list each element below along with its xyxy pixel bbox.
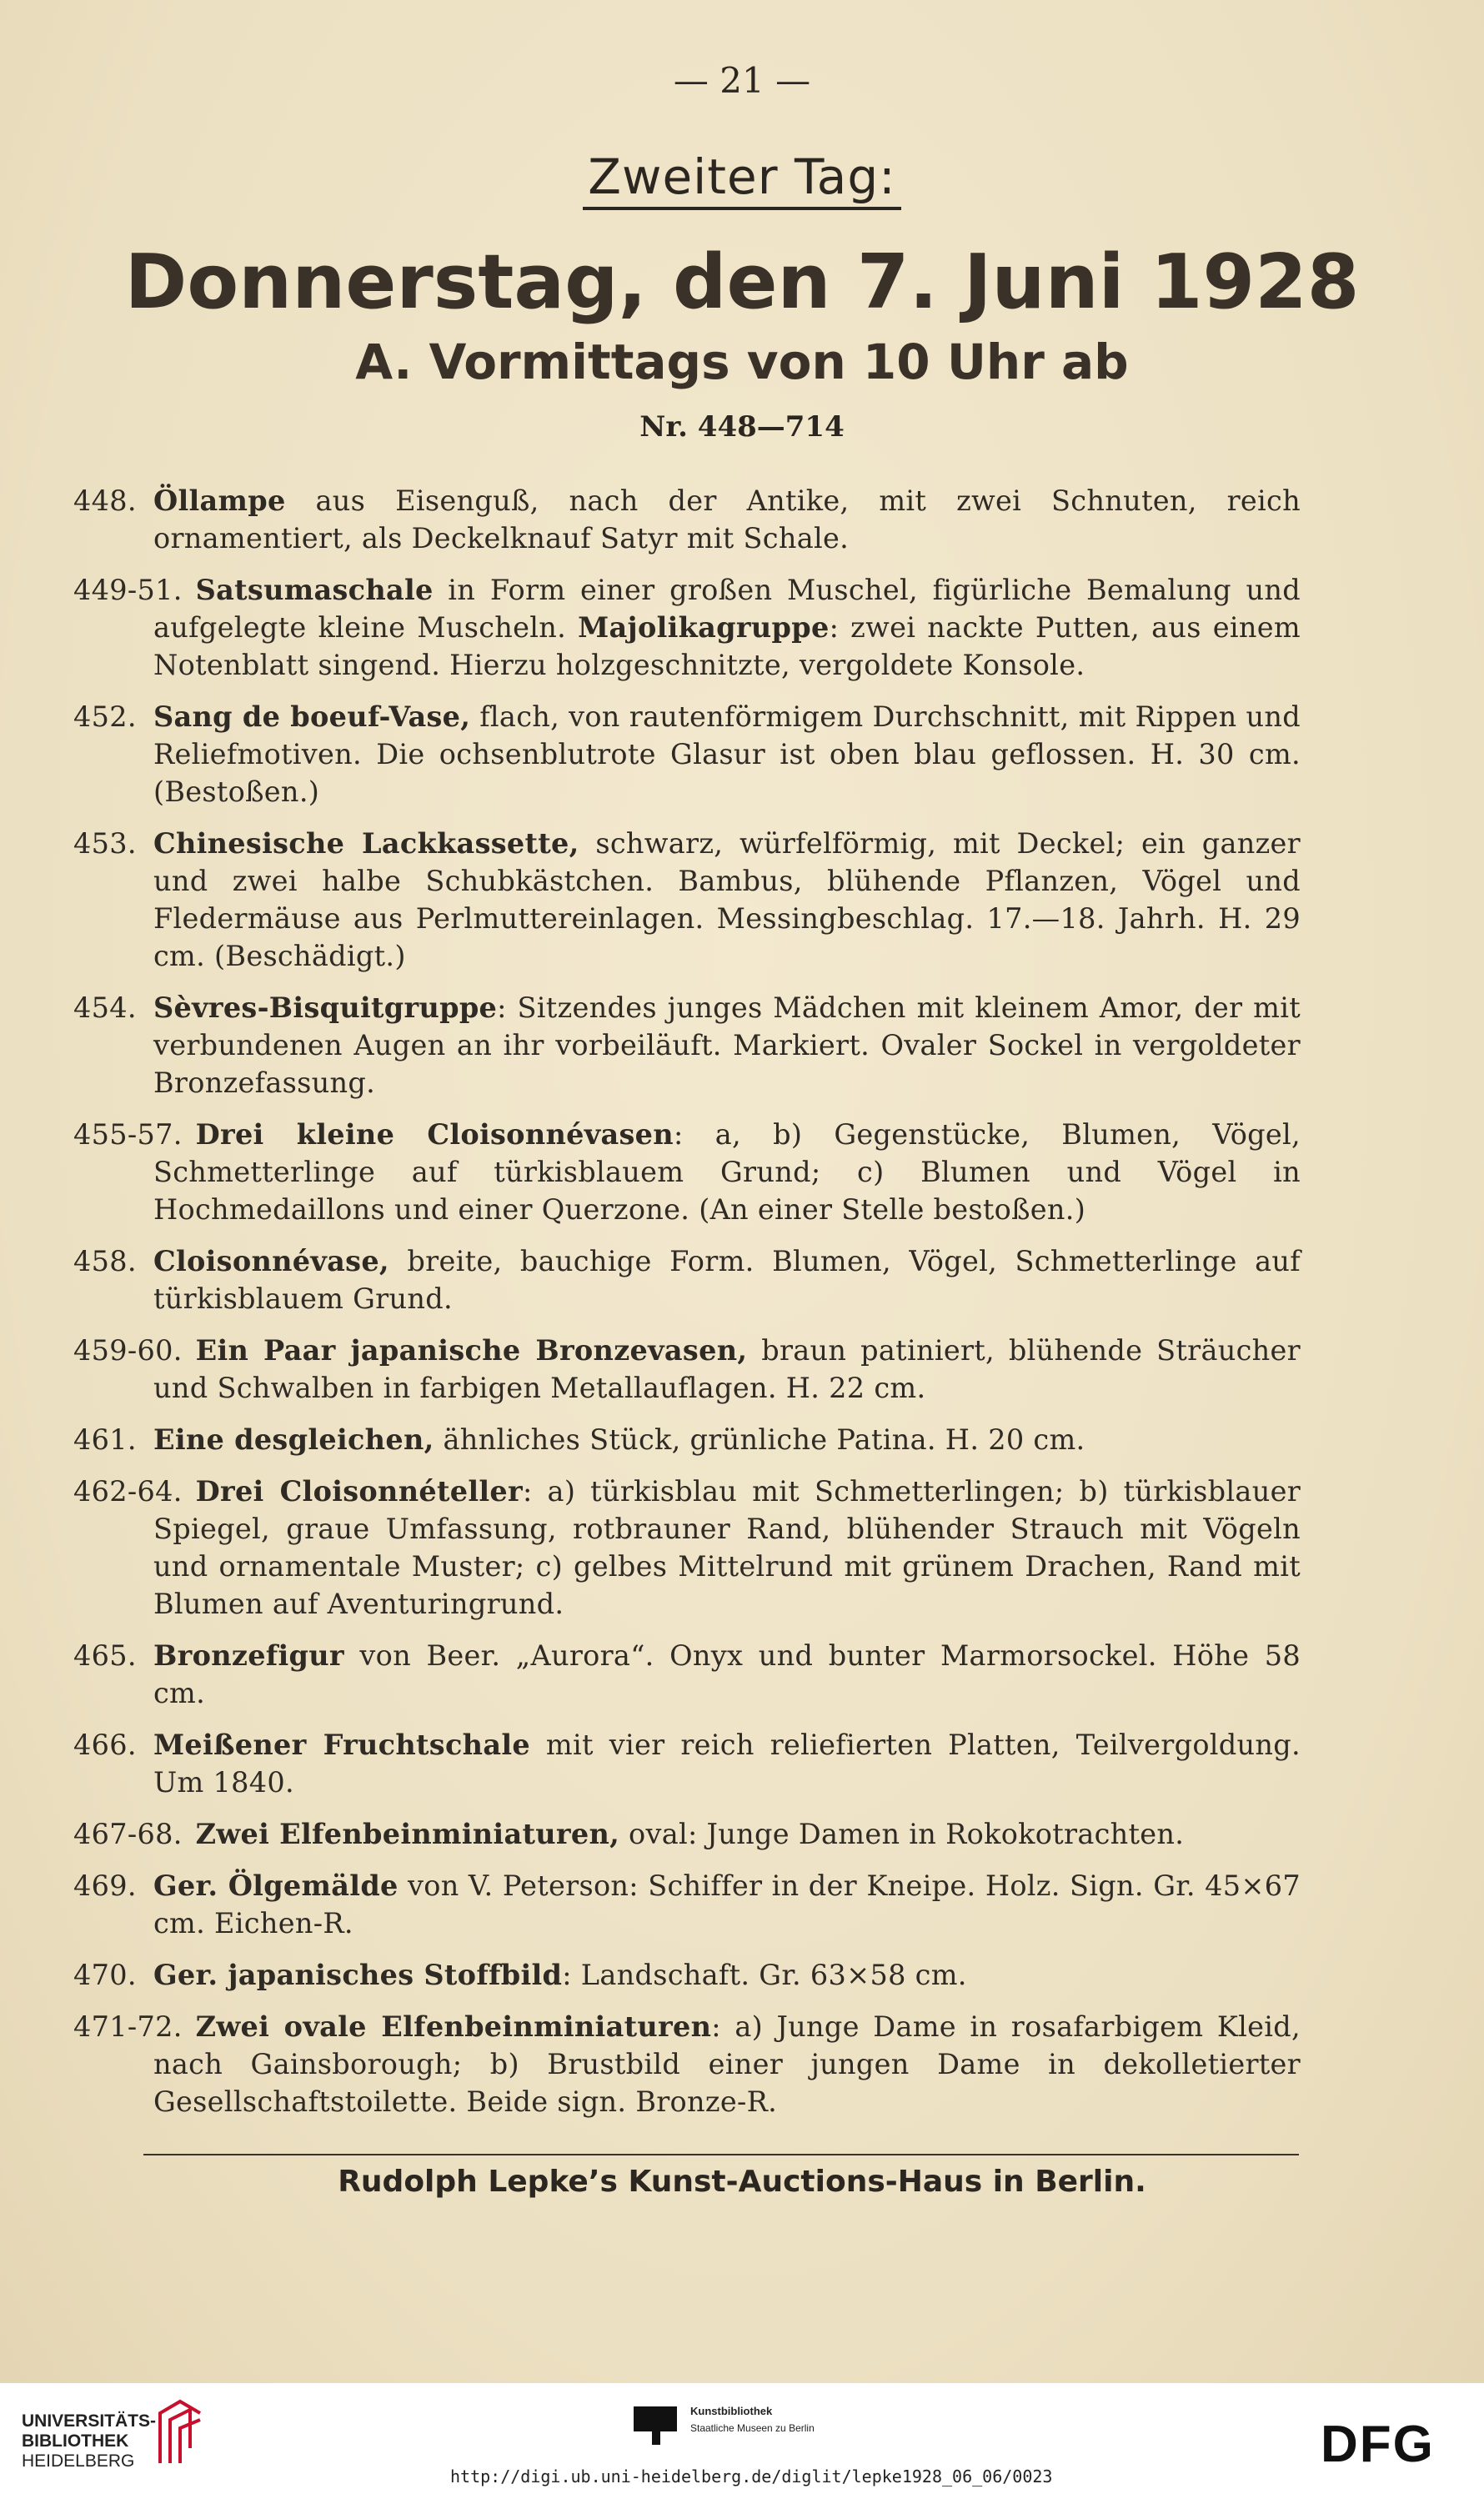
lot-range-label: Nr. 448—714: [639, 410, 845, 444]
kb-logo-line1: Kunstbibliothek: [690, 2405, 773, 2417]
lot-number: 467-68.: [73, 1818, 183, 1850]
ub-logo-line3: HEIDELBERG: [22, 2451, 135, 2471]
lot-number: 471-72.: [73, 2010, 183, 2043]
lot-title: Chinesische Lackkassette,: [153, 827, 579, 860]
lot-description: oval: Junge Damen in Rokokotrachten.: [619, 1818, 1185, 1850]
lot-number: 469.: [73, 1869, 137, 1902]
lot-description: flach, von rautenförmigem Durchschnitt, mit Rippen und Reliefmotiven. Die ochsenblutrote Glasur ist oben blau geflossen. H. 30 cm. (Bestoßen.): [153, 700, 1301, 808]
lot-description: : Sitzendes junges Mädchen mit kleinem Amor, der mit verbundenen Augen an ihr vorbeiläuft. Markiert. Ovaler Sockel in vergoldeter Bronzefassung.: [153, 991, 1301, 1099]
lot-entry: [73, 698, 1301, 810]
lot-entry: [73, 1637, 1301, 1712]
lot-title: Bronzefigur: [153, 1639, 344, 1672]
kb-logo-line2: Staatliche Museen zu Berlin: [690, 2422, 815, 2434]
lot-title: Eine desgleichen,: [153, 1423, 434, 1456]
lot-title: Satsumaschale: [195, 574, 434, 606]
lot-title: Zwei ovale Elfenbeinminiaturen: [195, 2010, 712, 2043]
lot-description: in Form einer großen Muschel, figürliche Bemalung und aufgelegte kleine Muscheln.: [153, 574, 1301, 644]
lot-entry: [73, 1956, 1301, 1994]
lot-description: : a, b) Gegenstücke, Blumen, Vögel, Schmetterlinge auf türkisblauem Grund; c) Blumen und Vögel in Hochmedaillons und einer Querzone. (An einer Stelle bestoßen.): [153, 1118, 1301, 1226]
lot-entry: [73, 1332, 1301, 1407]
date-title: Donnerstag, den 7. Juni 1928: [124, 238, 1360, 326]
lot-title: Meißener Fruchtschale: [153, 1729, 530, 1761]
lot-title: Drei kleine Cloisonnévasen: [195, 1118, 674, 1151]
lot-entry: [73, 989, 1301, 1101]
page-number: — 21 —: [673, 60, 811, 101]
lot-description: : a) türkisblau mit Schmetterlingen; b) türkisblauer Spiegel, graue Umfassung, rotbrauner Rand, blühender Strauch mit Vögeln und ornamentale Muster; c) gelbes Mittelrund mit grünem Drachen, Rand mit Blumen auf Aventuringrund.: [153, 1475, 1301, 1620]
day-title: [0, 148, 1484, 205]
lot-number: 448.: [73, 484, 137, 517]
dfg-logo[interactable]: DFG: [1321, 2416, 1435, 2473]
lot-number: 465.: [73, 1639, 137, 1672]
lot-number: 454.: [73, 991, 137, 1024]
lot-title: Öllampe: [153, 484, 286, 517]
lot-description: braun patiniert, blühende Sträucher und Schwalben in farbigen Metallauflagen. H. 22 cm.: [153, 1334, 1301, 1404]
lot-entry: [73, 571, 1301, 684]
ub-logo-line1: UNIVERSITÄTS-: [22, 2411, 157, 2431]
day-title-text: Zweiter Tag:: [583, 148, 900, 210]
lot-entry: [73, 1421, 1301, 1458]
lot-description: ähnliches Stück, grünliche Patina. H. 20 cm.: [434, 1423, 1085, 1456]
lot-number: 458.: [73, 1245, 137, 1277]
lot-entry: [73, 1116, 1301, 1228]
lot-description-secondary: : zwei nackte Putten, aus einem Notenblatt singend. Hierzu holzgeschnitzte, vergoldete Konsole.: [153, 611, 1301, 681]
lot-title: Cloisonnévase,: [153, 1245, 389, 1277]
lot-number: 466.: [73, 1729, 137, 1761]
lot-title-secondary: Majolikagruppe: [578, 611, 830, 644]
lot-title: Drei Cloisonnételler: [195, 1475, 523, 1508]
lot-description: : a) Junge Dame in rosafarbigem Kleid, nach Gainsborough; b) Brustbild einer jungen Dame in dekolletierter Gesellschaftstoilette. Beide sign. Bronze-R.: [153, 2010, 1301, 2118]
auction-house-footer: Rudolph Lepke’s Kunst-Auctions-Haus in Berlin.: [338, 2165, 1146, 2199]
lot-description: aus Eisenguß, nach der Antike, mit zwei Schnuten, reich ornamentiert, als Deckelknauf Satyr mit Schale.: [153, 484, 1301, 555]
lot-title: Sèvres-Bisquitgruppe: [153, 991, 498, 1024]
lot-entry: [73, 1726, 1301, 1801]
lot-number: 470.: [73, 1959, 137, 1991]
lot-entry: [73, 482, 1301, 557]
session-title: A. Vormittags von 10 Uhr ab: [355, 334, 1129, 390]
ub-logo-line2: BIBLIOTHEK: [22, 2431, 129, 2451]
kunstbibliothek-logo[interactable]: [690, 2405, 815, 2434]
lot-title: Zwei Elfenbeinminiaturen,: [195, 1818, 620, 1850]
lot-entry: [73, 1473, 1301, 1623]
lot-number: 453.: [73, 827, 137, 860]
lot-title: Ein Paar japanische Bronzevasen,: [195, 1334, 748, 1367]
lot-entry: [73, 1815, 1301, 1853]
lot-title: Ger. Ölgemälde: [153, 1869, 399, 1902]
lot-number: 455-57.: [73, 1118, 183, 1151]
lot-entry: [73, 825, 1301, 975]
lot-description: breite, bauchige Form. Blumen, Vögel, Schmetterlinge auf türkisblauem Grund.: [153, 1245, 1301, 1315]
lot-description: : Landschaft. Gr. 63×58 cm.: [562, 1959, 967, 1991]
lot-description: von V. Peterson: Schiffer in der Kneipe. Holz. Sign. Gr. 45×67 cm. Eichen-R.: [153, 1869, 1301, 1939]
ub-emblem-icon: [155, 2396, 203, 2466]
lot-title: Ger. japanisches Stoffbild: [153, 1959, 563, 1991]
lot-number: 452.: [73, 700, 137, 733]
university-library-logo[interactable]: [22, 2411, 156, 2471]
lot-description: von Beer. „Aurora“. Onyx und bunter Marmorsockel. Höhe 58 cm.: [153, 1639, 1301, 1709]
lot-entry: [73, 1867, 1301, 1942]
footer-divider: [143, 2154, 1299, 2155]
lot-description: schwarz, würfelförmig, mit Deckel; ein ganzer und zwei halbe Schubkästchen. Bambus, blühende Pflanzen, Vögel und Fledermäuse aus Perlmuttereinlagen. Messingbeschlag. 17.—18. Jahrh. H. 29 cm. (Beschädigt.): [153, 827, 1301, 972]
lot-entry: [73, 2008, 1301, 2120]
lot-number: 449-51.: [73, 574, 183, 606]
lot-number: 459-60.: [73, 1334, 183, 1367]
lot-number: 462-64.: [73, 1475, 183, 1508]
lot-title: Sang de boeuf-Vase,: [153, 700, 471, 733]
lot-number: 461.: [73, 1423, 137, 1456]
permalink-url[interactable]: http://digi.ub.uni-heidelberg.de/diglit/lepke1928_06_06/0023: [450, 2466, 1053, 2486]
lot-description: mit vier reich reliefierten Platten, Teilvergoldung. Um 1840.: [153, 1729, 1301, 1799]
lot-entry: [73, 1242, 1301, 1317]
lot-list: [73, 482, 1301, 2135]
kunstbibliothek-emblem-icon: [634, 2406, 677, 2445]
